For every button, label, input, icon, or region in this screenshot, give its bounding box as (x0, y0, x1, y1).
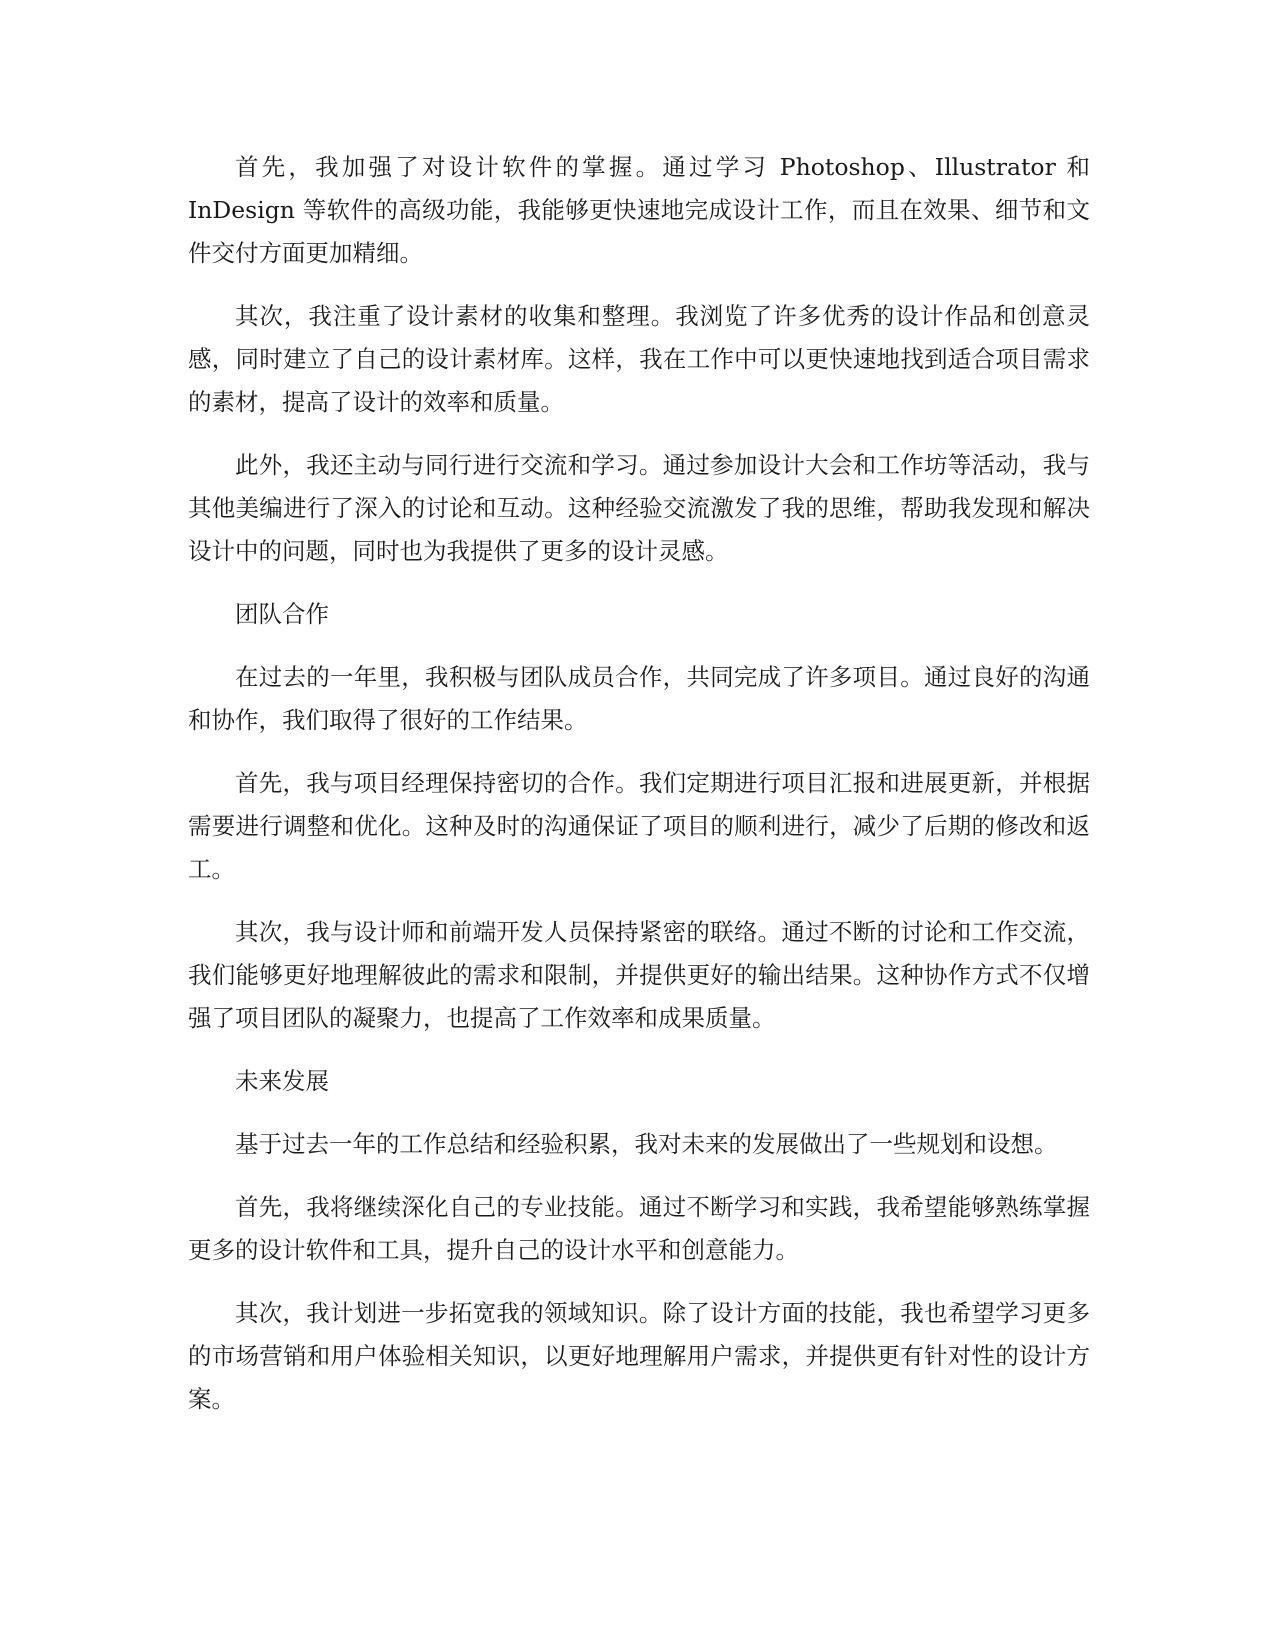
paragraph-software-skills: 首先，我加强了对设计软件的掌握。通过学习 Photoshop、Illustrator 和 InDesign 等软件的高级功能，我能够更快速地完成设计工作，而且在效果、细节和文件交付方面更加精细。 (188, 153, 1090, 267)
paragraph-project-manager: 首先，我与项目经理保持密切的合作。我们定期进行项目汇报和进展更新，并根据需要进行调整和优化。这种及时的沟通保证了项目的顺利进行，减少了后期的修改和返工。 (188, 769, 1090, 883)
section-heading-future: 未来发展 (235, 1067, 329, 1095)
section-heading-teamwork: 团队合作 (235, 600, 329, 628)
paragraph-teamwork-intro: 在过去的一年里，我积极与团队成员合作，共同完成了许多项目。通过良好的沟通和协作，我们取得了很好的工作结果。 (188, 663, 1090, 734)
document-body (188, 146, 1090, 1441)
paragraph-designers-developers: 其次，我与设计师和前端开发人员保持紧密的联络。通过不断的讨论和工作交流，我们能够更好地理解彼此的需求和限制，并提供更好的输出结果。这种协作方式不仅增强了项目团队的凝聚力，也提高了工作效率和成果质量。 (188, 918, 1090, 1032)
paragraph-broaden-knowledge: 其次，我计划进一步拓宽我的领域知识。除了设计方面的技能，我也希望学习更多的市场营销和用户体验相关知识，以更好地理解用户需求，并提供更有针对性的设计方案。 (188, 1299, 1090, 1413)
paragraph-deepen-skills: 首先，我将继续深化自己的专业技能。通过不断学习和实践，我希望能够熟练掌握更多的设计软件和工具，提升自己的设计水平和创意能力。 (188, 1193, 1090, 1264)
paragraph-material-collection: 其次，我注重了设计素材的收集和整理。我浏览了许多优秀的设计作品和创意灵感，同时建立了自己的设计素材库。这样，我在工作中可以更快速地找到适合项目需求的素材，提高了设计的效率和质量。 (188, 302, 1090, 416)
paragraph-future-intro: 基于过去一年的工作总结和经验积累，我对未来的发展做出了一些规划和设想。 (235, 1130, 1058, 1158)
paragraph-peer-exchange: 此外，我还主动与同行进行交流和学习。通过参加设计大会和工作坊等活动，我与其他美编进行了深入的讨论和互动。这种经验交流激发了我的思维，帮助我发现和解决设计中的问题，同时也为我提供了更多的设计灵感。 (188, 451, 1090, 565)
